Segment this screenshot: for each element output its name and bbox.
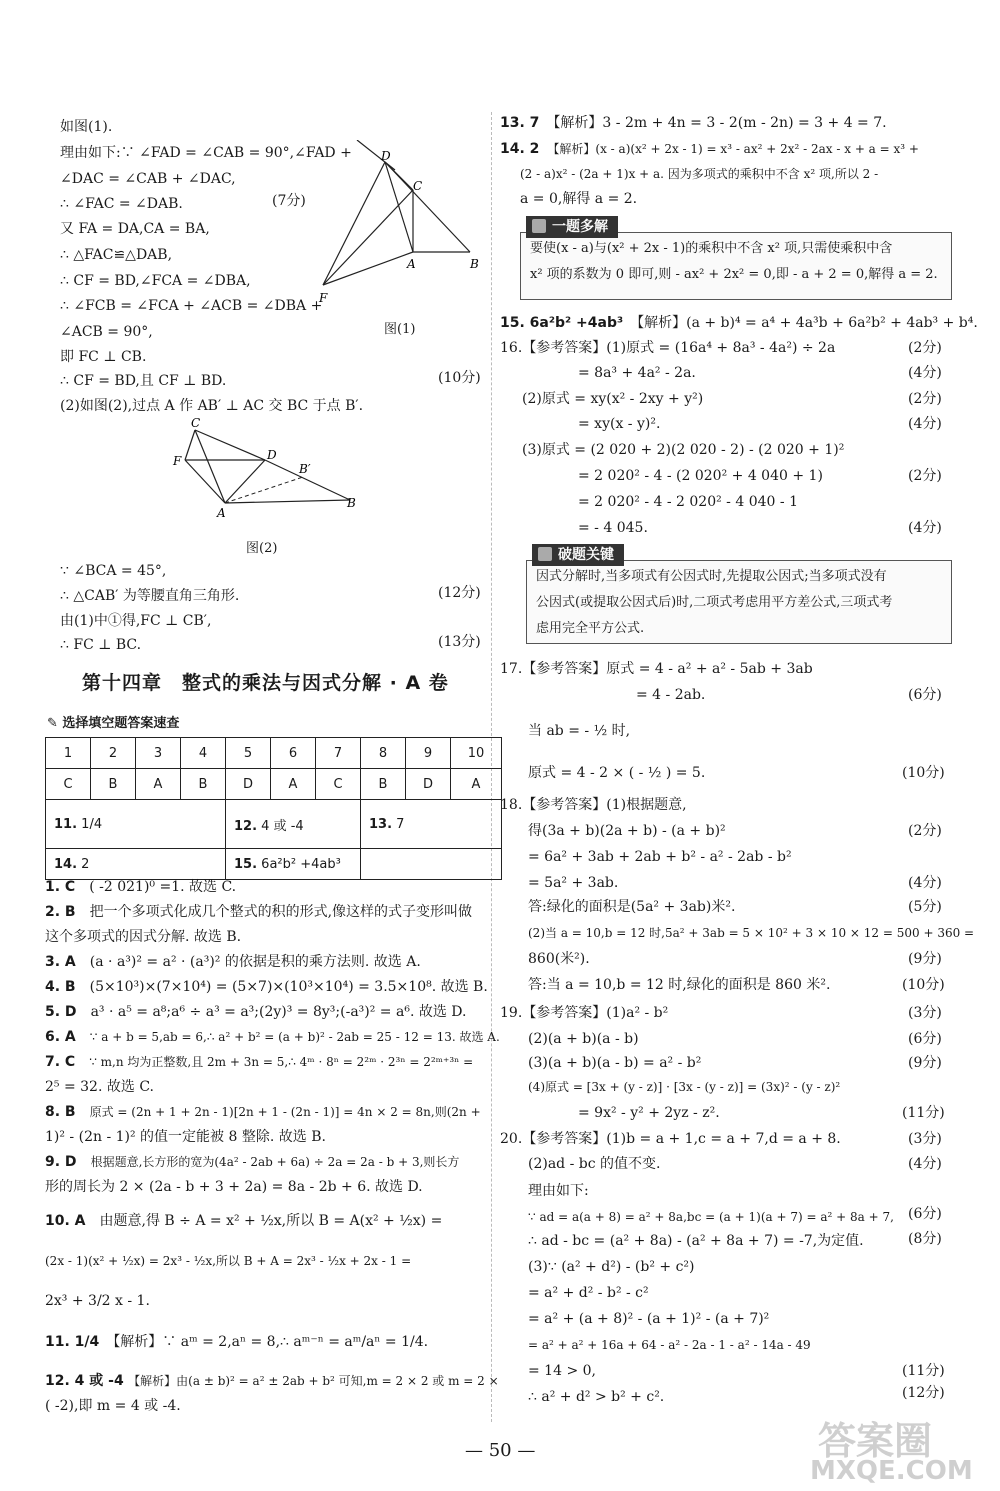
text-line: (2)如图(2),过点 A 作 AB′ ⊥ AC 交 BC 于点 B′. — [60, 398, 364, 414]
text-line: ∴ FC ⊥ BC. — [60, 637, 142, 653]
answer-line: (4)原式 = [3x + (y - z)] · [3x - (y - z)] = (3x)² - (y - z)² — [528, 1080, 841, 1094]
table-cell: 1 — [46, 738, 91, 769]
table-cell: 13. 7 — [361, 800, 502, 849]
answer-line: 得(3a + b)(2a + b) - (a + b)² — [528, 823, 726, 839]
score: (11分) — [902, 1363, 945, 1379]
score: (5分) — [908, 899, 942, 915]
figure-2-caption: 图(2) — [246, 541, 278, 556]
score: (13分) — [438, 634, 481, 650]
score: (6分) — [908, 1031, 942, 1047]
table-cell: B — [361, 769, 406, 800]
fig2-label-b: B — [347, 496, 356, 510]
fig1-label-a: A — [407, 257, 416, 271]
answer-line: (2 - a)x² - (2a + 1)x + a. 因为多项式的乘积中不含 x² 项,所以 2 - — [520, 167, 879, 181]
answer-line: = 9x² - y² + 2yz - z². — [578, 1105, 720, 1121]
answer-line: ∵ ad = a(a + 8) = a² + 8a,bc = (a + 1)(a + 7) = a² + 8a + 7, — [528, 1210, 894, 1224]
text-line: 即 FC ⊥ CB. — [60, 349, 147, 365]
table-cell: 4 — [181, 738, 226, 769]
table-cell: D — [406, 769, 451, 800]
chapter-title: 第十四章 整式的乘法与因式分解 · A 卷 — [82, 672, 449, 694]
score: (4分) — [908, 875, 942, 891]
answer-line: = 2 020² - 4 - (2 020² + 4 040 + 1) — [578, 468, 823, 484]
answer-line: 11. 1/4 【解析】∵ aᵐ = 2,aⁿ = 8,∴ aᵐ⁻ⁿ = aᵐ/aⁿ = 1/4. — [45, 1334, 429, 1350]
answer-line: 7. C ∵ m,n 均为正整数,且 2m + 3n = 5,∴ 4ᵐ · 8ⁿ = 2²ᵐ · 2³ⁿ = 2²ᵐ⁺³ⁿ = — [45, 1054, 474, 1070]
key-icon — [538, 547, 552, 561]
multi-solution-tag: 一题多解 — [526, 216, 618, 238]
multi-solution-text: 要使(x - a)与(x² + 2x - 1)的乘积中不含 x² 项,只需使乘积中含 x² 项的系数为 0 即可,则 - ax² + 2x² = 0,即 - a + 2 = 0,解得 a = 2. — [530, 241, 938, 282]
score: (2分) — [908, 340, 942, 356]
answer-line: 理由如下: — [528, 1183, 589, 1199]
answer-line: 这个多项式的因式分解. 故选 B. — [45, 929, 242, 945]
answer-line: 8. B 原式 = (2n + 1 + 2n - 1)[2n + 1 - (2n - 1)] = 4n × 2 = 8n,则(2n + — [45, 1104, 481, 1120]
text-line: ∴ △FAC≌△DAB, — [60, 247, 173, 263]
table-cell: 10 — [451, 738, 502, 769]
fig2-label-d: D — [267, 448, 277, 462]
answer-line: = - 4 045. — [578, 520, 648, 536]
answer-line: = 6a² + 3ab + 2ab + b² - a² - 2ab - b² — [528, 849, 792, 865]
answer-line: 答:当 a = 10,b = 12 时,绿化的面积是 860 米². — [528, 977, 831, 993]
score: (4分) — [908, 520, 942, 536]
fig1-label-c: C — [413, 179, 423, 193]
table-cell: 3 — [136, 738, 181, 769]
table-cell: A — [271, 769, 316, 800]
figure-2 — [165, 415, 365, 525]
watermark-url: MXQE.COM — [810, 1456, 973, 1486]
answer-line: = a² + d² - b² - c² — [528, 1285, 649, 1301]
fig1-label-d: D — [381, 149, 391, 163]
answer-line: 1)² - (2n - 1)² 的值一定能被 8 整除. 故选 B. — [45, 1129, 326, 1145]
answer-line: = 14 > 0, — [528, 1363, 596, 1379]
answer-quick-check-label: ✎ 选择填空题答案速查 — [47, 716, 180, 731]
answer-line: 2x³ + 3/2 x - 1. — [45, 1293, 150, 1309]
answer-line: 17.【参考答案】原式 = 4 - a² + a² - 5ab + 3ab — [500, 661, 813, 677]
answer-line: = 4 - 2ab. — [636, 687, 706, 703]
answer-line: = xy(x - y)². — [578, 416, 661, 432]
text-line: ∴ △CAB′ 为等腰直角三角形. — [60, 588, 240, 604]
answer-line: ∴ ad - bc = (a² + 8a) - (a² + 8a + 7) = -7,为定值. — [528, 1233, 864, 1249]
answer-line: 860(米²). — [528, 951, 590, 967]
answer-line: 12. 4 或 -4 【解析】由(a ± b)² = a² ± 2ab + b² 可知,m = 2 × 2 或 m = 2 × — [45, 1373, 499, 1389]
puzzle-icon — [532, 219, 546, 233]
score: (12分) — [902, 1385, 945, 1401]
answer-line: 6. A ∵ a + b = 5,ab = 6,∴ a² + b² = (a + b)² - 2ab = 25 - 12 = 13. 故选 A. — [45, 1029, 500, 1045]
answer-line: (3)原式 = (2 020 + 2)(2 020 - 2) - (2 020 + 1)² — [522, 442, 845, 458]
answer-line: 19.【参考答案】(1)a² - b² — [500, 1005, 669, 1021]
answer-line: (3)(a + b)(a - b) = a² - b² — [528, 1055, 702, 1071]
answer-line: 9. D 根据题意,长方形的宽为(4a² - 2ab + 6a) ÷ 2a = 2a - b + 3,则长方 — [45, 1154, 460, 1170]
score: (10分) — [438, 370, 481, 386]
watermark-logo: 答案圈 — [818, 1419, 933, 1463]
score: (6分) — [908, 687, 942, 703]
answer-line: (3)∵ (a² + d²) - (b² + c²) — [528, 1259, 695, 1275]
answer-line: = a² + a² + 16a + 64 - a² - 2a - 1 - a² - 14a - 49 — [528, 1338, 811, 1352]
answer-line: 当 ab = - ½ 时, — [528, 723, 631, 739]
table-cell: 6 — [271, 738, 316, 769]
answer-line: (2)ad - bc 的值不变. — [528, 1156, 661, 1172]
answer-line: 2. B 把一个多项式化成几个整式的积的形式,像这样的式子变形叫做 — [45, 904, 473, 920]
fig2-label-a: A — [217, 506, 226, 520]
answer-line: (2)(a + b)(a - b) — [528, 1031, 639, 1047]
answer-line: 16.【参考答案】(1)原式 = (16a⁴ + 8a³ - 4a²) ÷ 2a — [500, 340, 836, 356]
score: (6分) — [908, 1206, 942, 1222]
answer-line: = 8a³ + 4a² - 2a. — [578, 365, 696, 381]
score: (2分) — [908, 823, 942, 839]
score: (4分) — [908, 1156, 942, 1172]
answer-line: 20.【参考答案】(1)b = a + 1,c = a + 7,d = a + 8. — [500, 1131, 841, 1147]
answer-line: 5. D a³ · a⁵ = a⁸;a⁶ ÷ a³ = a³;(2y)³ = 8y³;(-a³)² = a⁶. 故选 D. — [45, 1004, 467, 1020]
page-number: — 50 — — [465, 1440, 536, 1461]
answer-line: 13. 7 【解析】3 - 2m + 4n = 3 - 2(m - 2n) = 3 + 4 = 7. — [500, 115, 887, 131]
table-cell: 14. 2 — [46, 849, 226, 880]
answer-line: 2⁵ = 32. 故选 C. — [45, 1079, 154, 1095]
score: (3分) — [908, 1131, 942, 1147]
text-line: 又 FA = DA,CA = BA, — [60, 221, 210, 237]
text-line: ∴ ∠FAC = ∠DAB. — [60, 196, 183, 212]
score: (3分) — [908, 1005, 942, 1021]
answer-line: = 2 020² - 4 - 2 020² - 4 040 - 1 — [578, 494, 798, 510]
answer-line: 答:绿化的面积是(5a² + 3ab)米². — [528, 899, 736, 915]
key-insight-text: 因式分解时,当多项式有公因式时,先提取公因式;当多项式没有 公因式(或提取公因式后)时,二项式考虑用平方差公式,三项式考 虑用完全平方公式. — [536, 569, 893, 636]
table-cell: 9 — [406, 738, 451, 769]
score: (9分) — [908, 951, 942, 967]
answer-line: 18.【参考答案】(1)根据题意, — [500, 797, 687, 813]
table-cell: 15. 6a²b² +4ab³ — [226, 849, 361, 880]
answer-line: = a² + (a + 8)² - (a + 1)² - (a + 7)² — [528, 1311, 770, 1327]
text-line: ∴ CF = BD,且 CF ⊥ BD. — [60, 373, 227, 389]
table-cell: 2 — [91, 738, 136, 769]
score: (10分) — [902, 765, 945, 781]
score: (11分) — [902, 1105, 945, 1121]
table-cell — [361, 849, 502, 880]
text-line: ∠DAC = ∠CAB + ∠DAC, — [60, 171, 236, 187]
text-line: ∴ ∠FCB = ∠FCA + ∠ACB = ∠DBA + — [60, 298, 323, 314]
table-cell: 12. 4 或 -4 — [226, 800, 361, 849]
table-cell: 5 — [226, 738, 271, 769]
table-cell: A — [451, 769, 502, 800]
text-line: 如图(1). — [60, 119, 113, 135]
score: (7分) — [272, 193, 306, 209]
text-line: ∴ CF = BD,∠FCA = ∠DBA, — [60, 273, 251, 289]
table-cell: A — [136, 769, 181, 800]
score: (10分) — [902, 977, 945, 993]
fig1-label-f: F — [319, 291, 328, 305]
answer-line: 形的周长为 2 × (2a - b + 3 + 2a) = 8a - 2b + 6. 故选 D. — [45, 1179, 423, 1195]
fig2-label-f: F — [173, 454, 182, 468]
answer-line: a = 0,解得 a = 2. — [520, 191, 638, 207]
score: (9分) — [908, 1055, 942, 1071]
table-cell: B — [181, 769, 226, 800]
score: (8分) — [908, 1231, 942, 1247]
score: (4分) — [908, 416, 942, 432]
fig2-label-c: C — [191, 416, 201, 430]
score: (4分) — [908, 365, 942, 381]
answer-line: (2x - 1)(x² + ½x) = 2x³ - ½x,所以 B + A = 2x³ - ½x + 2x - 1 = — [45, 1254, 412, 1268]
figure-1 — [315, 140, 490, 310]
answer-line: ∴ a² + d² > b² + c². — [528, 1389, 665, 1405]
answer-line: (2)当 a = 10,b = 12 时,5a² + 3ab = 5 × 10² + 3 × 10 × 12 = 500 + 360 = — [528, 926, 975, 940]
table-cell: D — [226, 769, 271, 800]
table-cell: C — [316, 769, 361, 800]
answer-line: = 5a² + 3ab. — [528, 875, 619, 891]
fig2-label-b-prime: B′ — [299, 462, 311, 476]
fig1-label-b: B — [470, 257, 479, 271]
answer-line: 10. A 由题意,得 B ÷ A = x² + ½x,所以 B = A(x² + ½x) = — [45, 1213, 443, 1229]
table-cell: 8 — [361, 738, 406, 769]
table-cell: C — [46, 769, 91, 800]
text-line: ∠ACB = 90°, — [60, 324, 153, 340]
text-line: 由(1)中①得,FC ⊥ CB′, — [60, 613, 212, 629]
table-cell: B — [91, 769, 136, 800]
answer-line: 14. 2 【解析】(x - a)(x² + 2x - 1) = x³ - ax² + 2x² - 2ax - x + a = x³ + — [500, 141, 919, 157]
answer-table — [45, 737, 502, 880]
text-line: ∵ ∠BCA = 45°, — [60, 563, 167, 579]
text-line: 理由如下:∵ ∠FAD = ∠CAB = 90°,∠FAD + — [60, 145, 352, 161]
answer-line: (2)原式 = xy(x² - 2xy + y²) — [522, 391, 704, 407]
score: (2分) — [908, 468, 942, 484]
answer-line: 15. 6a²b² +4ab³ 【解析】(a + b)⁴ = a⁴ + 4a³b + 6a²b² + 4ab³ + b⁴. — [500, 315, 978, 331]
figure-1-caption: 图(1) — [384, 322, 416, 337]
score: (12分) — [438, 585, 481, 601]
table-cell: 7 — [316, 738, 361, 769]
key-insight-tag: 破题关键 — [532, 544, 624, 566]
answer-line: 原式 = 4 - 2 × ( - ½ ) = 5. — [528, 765, 706, 781]
answer-line: 4. B (5×10³)×(7×10⁴) = (5×7)×(10³×10⁴) = 3.5×10⁸. 故选 B. — [45, 979, 488, 995]
answer-line: 1. C ( -2 021)⁰ =1. 故选 C. — [45, 879, 237, 895]
answer-line: 3. A (a · a³)² = a² · (a³)² 的依据是积的乘方法则. 故选 A. — [45, 954, 421, 970]
score: (2分) — [908, 391, 942, 407]
answer-line: ( -2),即 m = 4 或 -4. — [45, 1398, 181, 1414]
table-cell: 11. 1/4 — [46, 800, 226, 849]
